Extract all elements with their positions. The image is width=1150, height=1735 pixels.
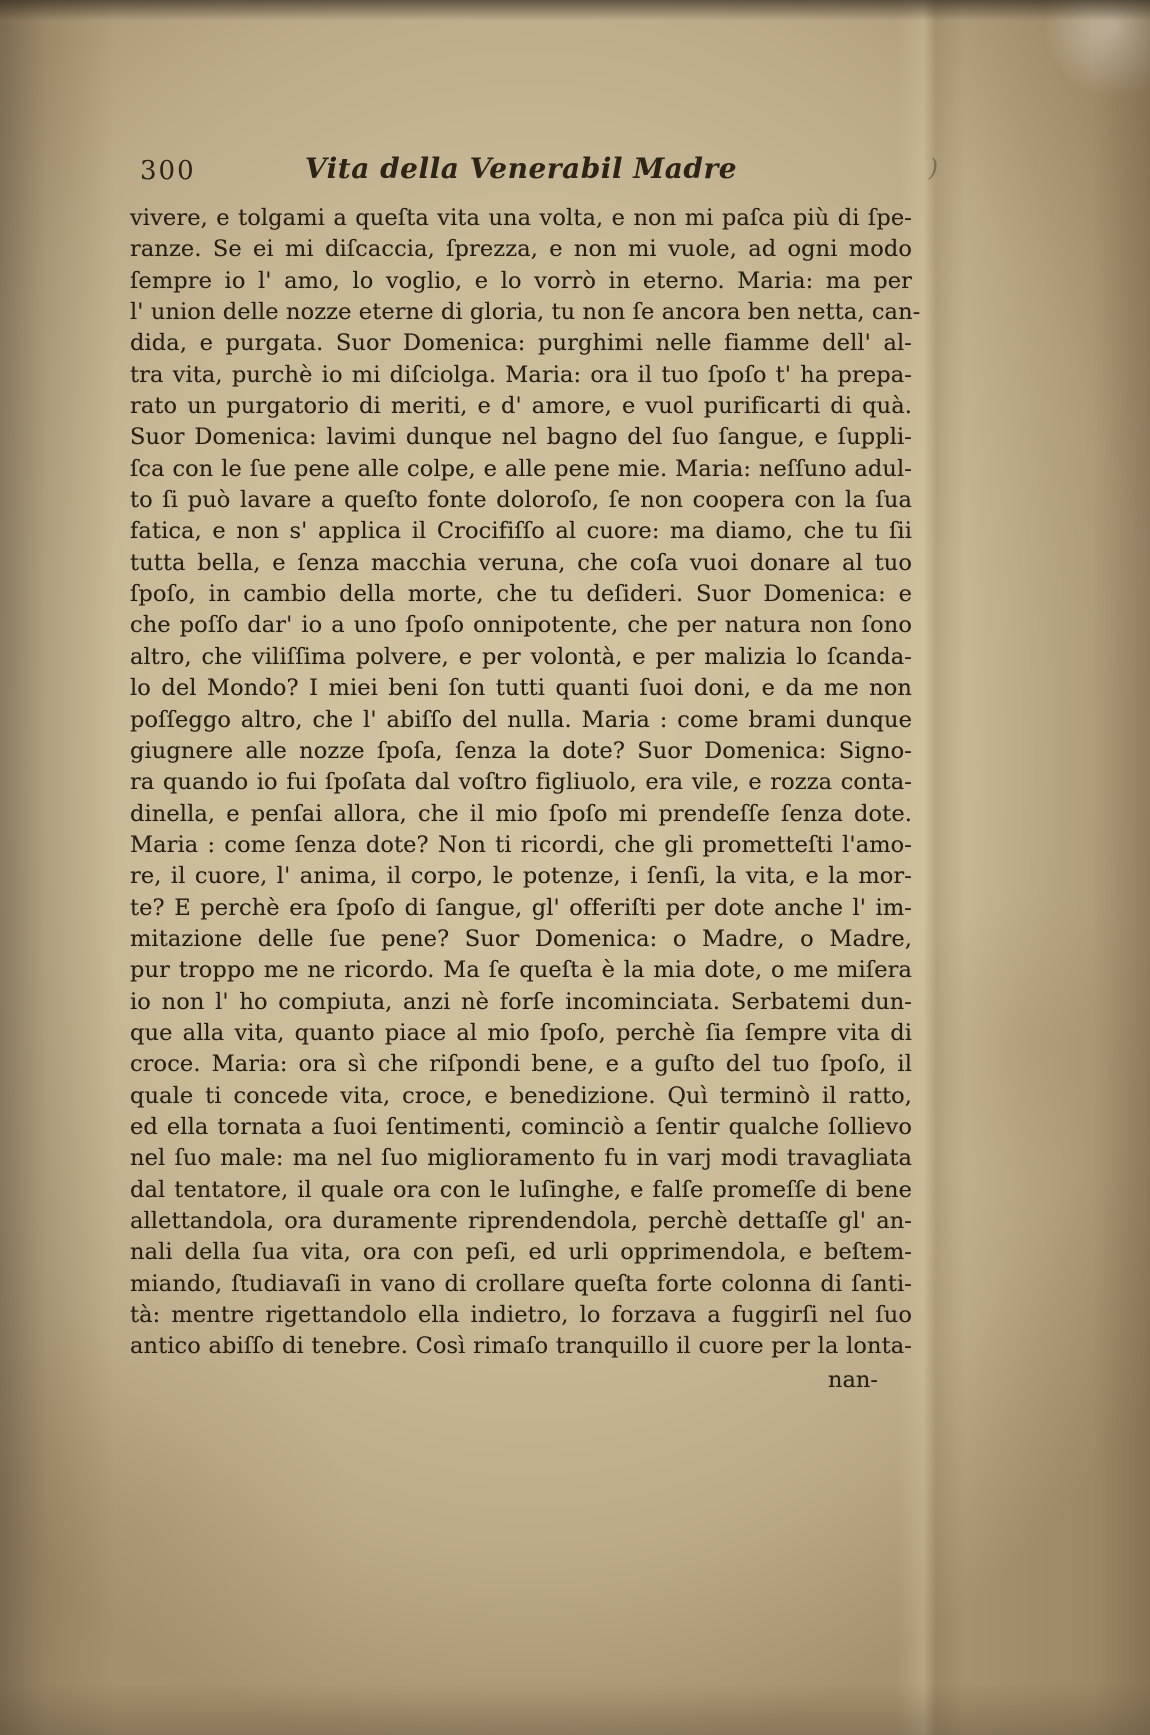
text-line: fatica, e non s' applica il Crocifiſſo al cuore: ma diamo, che tu ſii — [130, 518, 912, 545]
text-line: croce. Maria: ora sì che riſpondi bene, e a guſto del tuo ſpoſo, il — [130, 1051, 912, 1078]
text-line: altro, che viliſſima polvere, e per volontà, e per malizia lo ſcanda- — [130, 643, 912, 670]
text-line: te? E perchè era ſpoſo di ſangue, gl' offeriſti per dote anche l' im- — [130, 894, 912, 921]
body-text — [130, 203, 921, 1396]
page-number: 300 — [140, 156, 196, 186]
text-line: que alla vita, quanto piace al mio ſpoſo, perchè ſia ſempre vita di — [130, 1019, 912, 1046]
page-header — [130, 152, 938, 192]
text-line: tra vita, purchè io mi diſciolga. Maria: ora il tuo ſpoſo t' ha prepa- — [130, 361, 912, 388]
text-line: rato un purgatorio di meriti, e d' amore, e vuol purificarti di quà. — [130, 393, 912, 420]
text-line: quale ti concede vita, croce, e benedizione. Quì terminò il ratto, — [130, 1082, 912, 1109]
text-line: re, il cuore, l' anima, il corpo, le potenze, i ſenſi, la vita, e la mor- — [130, 863, 912, 890]
text-line: allettandola, ora duramente riprendendola, perchè dettaſſe gl' an- — [130, 1208, 912, 1234]
text-line: dal tentatore, il quale ora con le luſinghe, e falſe promeſſe di bene — [130, 1176, 912, 1203]
text-line: io non l' ho compiuta, anzi nè forſe incominciata. Serbatemi dun- — [130, 988, 912, 1015]
text-line: che poſſo dar' io a uno ſpoſo onnipotente, che per natura non ſono — [130, 612, 912, 639]
text-line: nel ſuo male: ma nel ſuo miglioramento fu in varj modi travagliata — [130, 1145, 912, 1172]
text-line: vivere, e tolgami a queſta vita una volta, e non mi paſca più di ſpe- — [130, 205, 912, 231]
text-line: antico abiſſo di tenebre. Così rimaſo tranquillo il cuore per la lonta- — [130, 1333, 912, 1360]
text-line: dida, e purgata. Suor Domenica: purghimi nelle fiamme dell' al- — [130, 330, 912, 357]
text-line: ſempre io l' amo, lo voglio, e lo vorrò in eterno. Maria: ma per — [130, 267, 912, 294]
edge-mark: ) — [928, 154, 938, 182]
text-line: ranze. Se ei mi diſcaccia, ſprezza, e non mi vuole, ad ogni modo — [130, 236, 912, 263]
text-line: tutta bella, e ſenza macchia veruna, che coſa vuoi donare al tuo — [130, 549, 912, 576]
text-line: ſpoſo, in cambio della morte, che tu deſideri. Suor Domenica: e — [130, 581, 912, 608]
text-line: nali della ſua vita, ora con peſi, ed urli opprimendola, e beſtem- — [130, 1239, 912, 1266]
text-line: Maria : come ſenza dote? Non ti ricordi, che gli prometteſti l'amo- — [130, 831, 912, 858]
text-line: ſca con le ſue pene alle colpe, e alle pene mie. Maria: neſſuno adul- — [130, 455, 912, 482]
text-line: ra quando io fui ſpoſata dal voſtro figliuolo, era vile, e rozza conta- — [130, 769, 912, 796]
text-line: dinella, e penſai allora, che il mio ſpoſo mi prendeſſe ſenza dote. — [130, 800, 912, 827]
text-line: mitazione delle ſue pene? Suor Domenica: o Madre, o Madre, — [130, 925, 912, 952]
text-line: pur troppo me ne ricordo. Ma ſe queſta è la mia dote, o me miſera — [130, 957, 912, 984]
text-line: ed ella tornata a ſuoi ſentimenti, cominciò a ſentir qualche ſollievo — [130, 1113, 912, 1140]
text-line: l' union delle nozze eterne di gloria, tu non ſe ancora ben netta, can- — [130, 299, 921, 326]
text-line: giugnere alle nozze ſpoſa, ſenza la dote? Suor Domenica: Signo- — [130, 737, 912, 764]
text-line: Suor Domenica: lavimi dunque nel bagno del ſuo ſangue, e ſuppli- — [130, 424, 912, 451]
text-line: miando, ſtudiavaſi in vano di crollare queſta forte colonna di ſanti- — [130, 1270, 912, 1297]
text-line: tà: mentre rigettandolo ella indietro, lo forzava a fuggirſi nel ſuo — [130, 1302, 912, 1329]
text-line: to ſi può lavare a queſto fonte doloroſo, ſe non coopera con la ſua — [130, 487, 912, 514]
text-line: poſſeggo altro, che l' abiſſo del nulla. Maria : come brami dunque — [130, 706, 912, 733]
running-title: Vita della Venerabil Madre — [304, 152, 738, 185]
text-line: lo del Mondo? I miei beni ſon tutti quanti ſuoi doni, e da me non — [130, 675, 912, 702]
catchword: nan- — [828, 1366, 878, 1393]
